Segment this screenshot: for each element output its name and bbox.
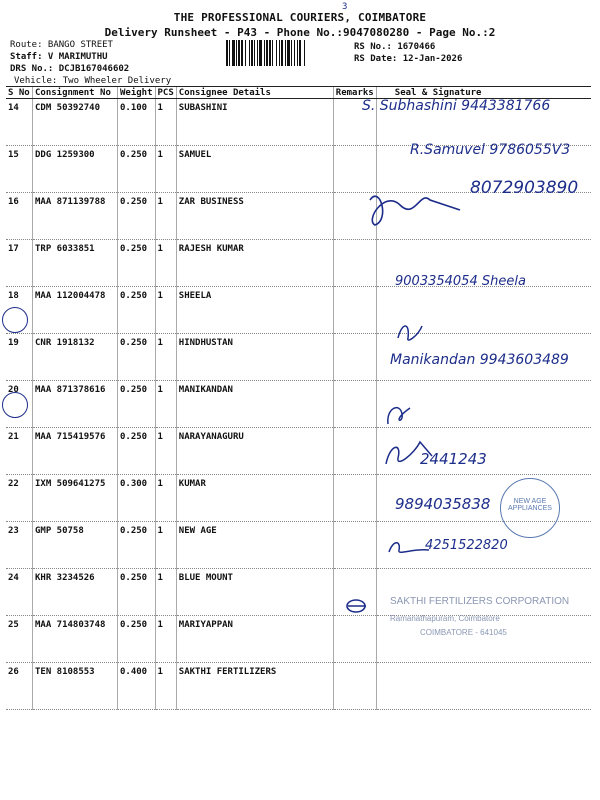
sakthi-stamp-line1: SAKTHI FERTILIZERS CORPORATION (390, 596, 570, 607)
row-consignment: DDG 1259300 (33, 146, 118, 193)
row-weight: 0.250 (118, 240, 156, 287)
handwriting-row-24: 4251522820 (425, 538, 508, 553)
handwriting-row-23: 9894035838 (395, 495, 491, 513)
circle-mark-21 (2, 392, 28, 418)
row-consignee: MARIYAPPAN (176, 616, 333, 663)
row-consignment: KHR 3234526 (33, 569, 118, 616)
row-remarks (333, 475, 376, 522)
row-pcs: 1 (155, 569, 176, 616)
row-remarks (333, 381, 376, 428)
row-consignee: NEW AGE (176, 522, 333, 569)
row-weight: 0.250 (118, 193, 156, 240)
col-signature: Seal & Signature (376, 87, 591, 99)
signature-scribble-16 (360, 180, 470, 230)
col-sno: S No (6, 87, 33, 99)
row-sno: 24 (6, 569, 33, 616)
row-consignee: MANIKANDAN (176, 381, 333, 428)
row-consignment: MAA 871378616 (33, 381, 118, 428)
row-sno: 21 (6, 428, 33, 475)
row-pcs: 1 (155, 146, 176, 193)
row-pcs: 1 (155, 428, 176, 475)
row-sno: 26 (6, 663, 33, 710)
row-pcs: 1 (155, 287, 176, 334)
row-weight: 0.400 (118, 663, 156, 710)
row-consignment: IXM 509641275 (33, 475, 118, 522)
row-pcs: 1 (155, 475, 176, 522)
company-title: THE PROFESSIONAL COURIERS, COIMBATORE (173, 11, 427, 24)
row-remarks (333, 287, 376, 334)
staff-line: Staff: V MARIMUTHU (10, 52, 108, 62)
row-pcs: 1 (155, 381, 176, 428)
table-row (6, 428, 591, 475)
row-consignee: SUBASHINI (176, 99, 333, 146)
row-pcs: 1 (155, 193, 176, 240)
row-remarks (333, 334, 376, 381)
row-remarks (333, 428, 376, 475)
table-row (6, 193, 591, 240)
row-weight: 0.250 (118, 569, 156, 616)
row-consignment: MAA 871139788 (33, 193, 118, 240)
row-weight: 0.250 (118, 146, 156, 193)
table-header-row (6, 87, 591, 99)
handwriting-row-16: 8072903890 (470, 178, 579, 198)
rs-number: RS No.: 1670466 (354, 42, 436, 52)
row-sno: 23 (6, 522, 33, 569)
route-line: Route: BANGO STREET (10, 40, 113, 50)
vehicle-line: Vehicle: Two Wheeler Delivery (14, 76, 172, 86)
row-weight: 0.250 (118, 616, 156, 663)
sakthi-stamp-line3: COIMBATORE - 641045 (420, 628, 507, 637)
table-row (6, 381, 591, 428)
row-consignee: SAKTHI FERTILIZERS (176, 663, 333, 710)
row-sno: 20 (6, 381, 33, 428)
row-weight: 0.250 (118, 334, 156, 381)
handwriting-row-14: S. Subhashini 9443381766 (362, 98, 551, 114)
row-remarks (333, 522, 376, 569)
row-pcs: 1 (155, 334, 176, 381)
row-pcs: 1 (155, 99, 176, 146)
row-weight: 0.300 (118, 475, 156, 522)
row-consignee: SAMUEL (176, 146, 333, 193)
handwriting-row-18: 9003354054 Sheela (395, 274, 526, 289)
row-remarks (333, 240, 376, 287)
handwriting-row-20: Manikandan 9943603489 (390, 352, 569, 368)
row-sno: 25 (6, 616, 33, 663)
signature-scribble-24 (385, 534, 435, 560)
row-consignment: MAA 714803748 (33, 616, 118, 663)
row-consignee: ZAR BUSINESS (176, 193, 333, 240)
row-sno: 22 (6, 475, 33, 522)
rs-date: RS Date: 12-Jan-2026 (354, 54, 463, 64)
sakthi-stamp-line2: Ramanathapuram, Coimbatore (390, 614, 500, 623)
row-consignment: GMP 50758 (33, 522, 118, 569)
row-consignment: TRP 6033851 (33, 240, 118, 287)
drs-line: DRS No.: DCJB167046602 (10, 64, 130, 74)
runsheet-subtitle: Delivery Runsheet - P43 - Phone No.:9047080280 - Page No.:2 (104, 26, 496, 39)
row-consignee: SHEELA (176, 287, 333, 334)
row-sno: 14 (6, 99, 33, 146)
col-remarks: Remarks (333, 87, 376, 99)
col-weight: Weight (118, 87, 156, 99)
table-row (6, 287, 591, 334)
row-sno: 19 (6, 334, 33, 381)
row-signature-cell (376, 569, 591, 616)
row-pcs: 1 (155, 663, 176, 710)
row-sno: 16 (6, 193, 33, 240)
row-sno: 18 (6, 287, 33, 334)
row-pcs: 1 (155, 522, 176, 569)
handwriting-row-22: 2441243 (420, 450, 487, 468)
row-consignment: CDM 50392740 (33, 99, 118, 146)
row-consignment: CNR 1918132 (33, 334, 118, 381)
row-weight: 0.250 (118, 381, 156, 428)
new-age-stamp-text: NEW AGE APPLIANCES (508, 498, 552, 512)
row-consignee: HINDHUSTAN (176, 334, 333, 381)
col-consignment: Consignment No (33, 87, 118, 99)
row-remarks (333, 616, 376, 663)
row-consignee: BLUE MOUNT (176, 569, 333, 616)
signature-scribble-21 (380, 398, 420, 430)
signature-scribble-26 (342, 592, 372, 622)
circle-mark-19 (2, 307, 28, 333)
row-sno: 17 (6, 240, 33, 287)
row-consignment: TEN 8108553 (33, 663, 118, 710)
row-consignee: RAJESH KUMAR (176, 240, 333, 287)
col-consignee: Consignee Details (176, 87, 333, 99)
row-consignment: MAA 715419576 (33, 428, 118, 475)
row-weight: 0.100 (118, 99, 156, 146)
signature-scribble-22 (380, 434, 440, 474)
table-row (6, 616, 591, 663)
row-consignment: MAA 112004478 (33, 287, 118, 334)
row-pcs: 1 (155, 240, 176, 287)
col-pcs: PCS (155, 87, 176, 99)
row-signature-cell (376, 663, 591, 710)
barcode (226, 40, 350, 66)
row-weight: 0.250 (118, 287, 156, 334)
row-remarks (333, 663, 376, 710)
handwritten-page-number: 3 (342, 2, 348, 12)
row-weight: 0.250 (118, 522, 156, 569)
row-weight: 0.250 (118, 428, 156, 475)
handwriting-row-15: R.Samuvel 9786055V3 (410, 142, 571, 158)
table-row (6, 569, 591, 616)
table-row (6, 663, 591, 710)
row-consignee: NARAYANAGURU (176, 428, 333, 475)
row-consignee: KUMAR (176, 475, 333, 522)
signature-scribble-19 (392, 318, 432, 346)
row-pcs: 1 (155, 616, 176, 663)
row-sno: 15 (6, 146, 33, 193)
